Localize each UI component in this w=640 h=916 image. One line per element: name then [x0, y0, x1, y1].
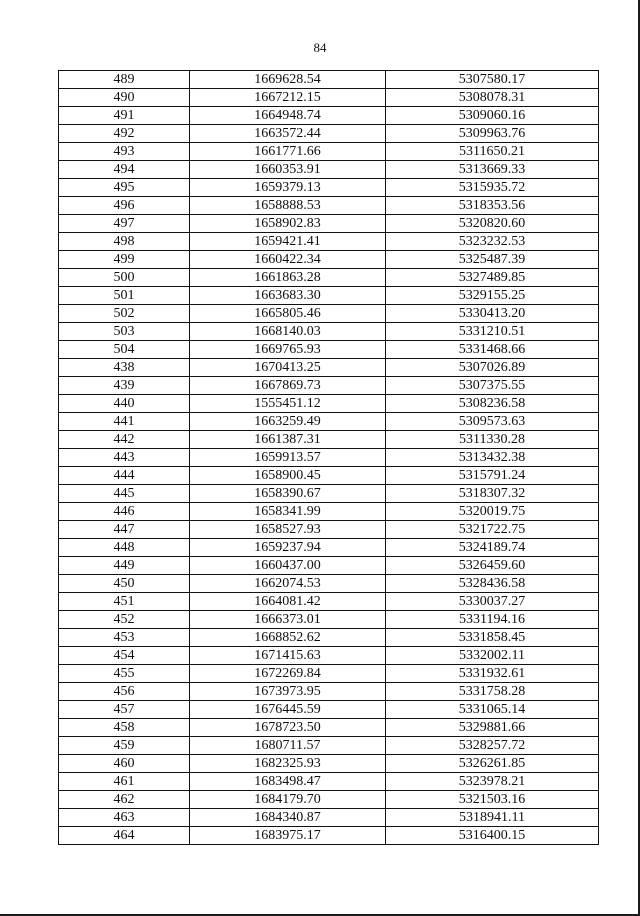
x-coordinate-cell: 1659913.57 [190, 449, 386, 467]
x-coordinate-cell: 1658900.45 [190, 467, 386, 485]
y-coordinate-cell: 5327489.85 [386, 269, 599, 287]
x-coordinate-cell: 1663259.49 [190, 413, 386, 431]
x-coordinate-cell: 1678723.50 [190, 719, 386, 737]
x-coordinate-cell: 1666373.01 [190, 611, 386, 629]
x-coordinate-cell: 1683975.17 [190, 827, 386, 845]
y-coordinate-cell: 5308236.58 [386, 395, 599, 413]
y-coordinate-cell: 5326459.60 [386, 557, 599, 575]
x-coordinate-cell: 1664948.74 [190, 107, 386, 125]
x-coordinate-cell: 1659379.13 [190, 179, 386, 197]
point-number-cell: 503 [59, 323, 190, 341]
table-row [59, 683, 599, 701]
table-row [59, 125, 599, 143]
point-number-cell: 494 [59, 161, 190, 179]
table-row [59, 413, 599, 431]
y-coordinate-cell: 5309963.76 [386, 125, 599, 143]
table-row [59, 467, 599, 485]
table-row [59, 485, 599, 503]
x-coordinate-cell: 1669628.54 [190, 71, 386, 89]
y-coordinate-cell: 5318353.56 [386, 197, 599, 215]
table-row [59, 197, 599, 215]
table-row [59, 377, 599, 395]
point-number-cell: 458 [59, 719, 190, 737]
y-coordinate-cell: 5320019.75 [386, 503, 599, 521]
x-coordinate-cell: 1683498.47 [190, 773, 386, 791]
x-coordinate-cell: 1684340.87 [190, 809, 386, 827]
y-coordinate-cell: 5331758.28 [386, 683, 599, 701]
x-coordinate-cell: 1658527.93 [190, 521, 386, 539]
coordinates-table-body [59, 71, 599, 845]
y-coordinate-cell: 5318941.11 [386, 809, 599, 827]
table-row [59, 719, 599, 737]
table-row [59, 305, 599, 323]
table-row [59, 773, 599, 791]
y-coordinate-cell: 5321503.16 [386, 791, 599, 809]
table-row [59, 539, 599, 557]
x-coordinate-cell: 1680711.57 [190, 737, 386, 755]
point-number-cell: 441 [59, 413, 190, 431]
x-coordinate-cell: 1664081.42 [190, 593, 386, 611]
page-number: 84 [313, 40, 327, 55]
point-number-cell: 457 [59, 701, 190, 719]
x-coordinate-cell: 1668852.62 [190, 629, 386, 647]
point-number-cell: 443 [59, 449, 190, 467]
table-row [59, 647, 599, 665]
y-coordinate-cell: 5318307.32 [386, 485, 599, 503]
y-coordinate-cell: 5328257.72 [386, 737, 599, 755]
table-row [59, 143, 599, 161]
point-number-cell: 463 [59, 809, 190, 827]
y-coordinate-cell: 5321722.75 [386, 521, 599, 539]
x-coordinate-cell: 1665805.46 [190, 305, 386, 323]
table-row [59, 161, 599, 179]
point-number-cell: 500 [59, 269, 190, 287]
point-number-cell: 464 [59, 827, 190, 845]
y-coordinate-cell: 5332002.11 [386, 647, 599, 665]
y-coordinate-cell: 5320820.60 [386, 215, 599, 233]
x-coordinate-cell: 1667869.73 [190, 377, 386, 395]
point-number-cell: 462 [59, 791, 190, 809]
y-coordinate-cell: 5307375.55 [386, 377, 599, 395]
point-number-cell: 450 [59, 575, 190, 593]
x-coordinate-cell: 1673973.95 [190, 683, 386, 701]
table-row [59, 557, 599, 575]
table-row [59, 737, 599, 755]
y-coordinate-cell: 5326261.85 [386, 755, 599, 773]
table-row [59, 665, 599, 683]
y-coordinate-cell: 5307580.17 [386, 71, 599, 89]
y-coordinate-cell: 5331932.61 [386, 665, 599, 683]
x-coordinate-cell: 1672269.84 [190, 665, 386, 683]
y-coordinate-cell: 5330413.20 [386, 305, 599, 323]
point-number-cell: 497 [59, 215, 190, 233]
point-number-cell: 456 [59, 683, 190, 701]
y-coordinate-cell: 5329155.25 [386, 287, 599, 305]
point-number-cell: 440 [59, 395, 190, 413]
point-number-cell: 490 [59, 89, 190, 107]
y-coordinate-cell: 5311650.21 [386, 143, 599, 161]
table-row [59, 629, 599, 647]
point-number-cell: 448 [59, 539, 190, 557]
y-coordinate-cell: 5331858.45 [386, 629, 599, 647]
x-coordinate-cell: 1660353.91 [190, 161, 386, 179]
point-number-cell: 442 [59, 431, 190, 449]
y-coordinate-cell: 5331065.14 [386, 701, 599, 719]
point-number-cell: 499 [59, 251, 190, 269]
x-coordinate-cell: 1668140.03 [190, 323, 386, 341]
x-coordinate-cell: 1555451.12 [190, 395, 386, 413]
x-coordinate-cell: 1670413.25 [190, 359, 386, 377]
x-coordinate-cell: 1676445.59 [190, 701, 386, 719]
table-row [59, 215, 599, 233]
y-coordinate-cell: 5323978.21 [386, 773, 599, 791]
y-coordinate-cell: 5308078.31 [386, 89, 599, 107]
point-number-cell: 444 [59, 467, 190, 485]
table-row [59, 179, 599, 197]
point-number-cell: 493 [59, 143, 190, 161]
y-coordinate-cell: 5324189.74 [386, 539, 599, 557]
table-row [59, 251, 599, 269]
x-coordinate-cell: 1662074.53 [190, 575, 386, 593]
x-coordinate-cell: 1658390.67 [190, 485, 386, 503]
x-coordinate-cell: 1671415.63 [190, 647, 386, 665]
x-coordinate-cell: 1663683.30 [190, 287, 386, 305]
point-number-cell: 491 [59, 107, 190, 125]
y-coordinate-cell: 5313432.38 [386, 449, 599, 467]
point-number-cell: 501 [59, 287, 190, 305]
y-coordinate-cell: 5316400.15 [386, 827, 599, 845]
table-row [59, 89, 599, 107]
table-row [59, 575, 599, 593]
y-coordinate-cell: 5331194.16 [386, 611, 599, 629]
point-number-cell: 461 [59, 773, 190, 791]
table-row [59, 827, 599, 845]
table-row [59, 395, 599, 413]
point-number-cell: 447 [59, 521, 190, 539]
point-number-cell: 439 [59, 377, 190, 395]
table-row [59, 359, 599, 377]
y-coordinate-cell: 5307026.89 [386, 359, 599, 377]
point-number-cell: 498 [59, 233, 190, 251]
table-row [59, 323, 599, 341]
point-number-cell: 449 [59, 557, 190, 575]
y-coordinate-cell: 5330037.27 [386, 593, 599, 611]
table-row [59, 287, 599, 305]
y-coordinate-cell: 5325487.39 [386, 251, 599, 269]
point-number-cell: 459 [59, 737, 190, 755]
table-row [59, 233, 599, 251]
y-coordinate-cell: 5313669.33 [386, 161, 599, 179]
point-number-cell: 489 [59, 71, 190, 89]
point-number-cell: 452 [59, 611, 190, 629]
table-row [59, 809, 599, 827]
table-row [59, 755, 599, 773]
point-number-cell: 453 [59, 629, 190, 647]
y-coordinate-cell: 5331468.66 [386, 341, 599, 359]
y-coordinate-cell: 5309573.63 [386, 413, 599, 431]
table-row [59, 593, 599, 611]
y-coordinate-cell: 5309060.16 [386, 107, 599, 125]
table-row [59, 449, 599, 467]
point-number-cell: 492 [59, 125, 190, 143]
table-row [59, 521, 599, 539]
table-row [59, 107, 599, 125]
point-number-cell: 495 [59, 179, 190, 197]
y-coordinate-cell: 5323232.53 [386, 233, 599, 251]
x-coordinate-cell: 1661771.66 [190, 143, 386, 161]
point-number-cell: 438 [59, 359, 190, 377]
x-coordinate-cell: 1684179.70 [190, 791, 386, 809]
y-coordinate-cell: 5329881.66 [386, 719, 599, 737]
x-coordinate-cell: 1663572.44 [190, 125, 386, 143]
table-row [59, 791, 599, 809]
table-row [59, 503, 599, 521]
table-row [59, 269, 599, 287]
x-coordinate-cell: 1658888.53 [190, 197, 386, 215]
x-coordinate-cell: 1667212.15 [190, 89, 386, 107]
point-number-cell: 445 [59, 485, 190, 503]
x-coordinate-cell: 1669765.93 [190, 341, 386, 359]
y-coordinate-cell: 5315935.72 [386, 179, 599, 197]
table-row [59, 71, 599, 89]
y-coordinate-cell: 5331210.51 [386, 323, 599, 341]
y-coordinate-cell: 5315791.24 [386, 467, 599, 485]
x-coordinate-cell: 1658341.99 [190, 503, 386, 521]
point-number-cell: 451 [59, 593, 190, 611]
point-number-cell: 502 [59, 305, 190, 323]
point-number-cell: 455 [59, 665, 190, 683]
x-coordinate-cell: 1660437.00 [190, 557, 386, 575]
table-row [59, 431, 599, 449]
x-coordinate-cell: 1661863.28 [190, 269, 386, 287]
x-coordinate-cell: 1661387.31 [190, 431, 386, 449]
point-number-cell: 496 [59, 197, 190, 215]
point-number-cell: 460 [59, 755, 190, 773]
x-coordinate-cell: 1660422.34 [190, 251, 386, 269]
table-row [59, 341, 599, 359]
coordinates-table [58, 70, 599, 845]
y-coordinate-cell: 5311330.28 [386, 431, 599, 449]
point-number-cell: 504 [59, 341, 190, 359]
table-row [59, 611, 599, 629]
x-coordinate-cell: 1682325.93 [190, 755, 386, 773]
x-coordinate-cell: 1658902.83 [190, 215, 386, 233]
x-coordinate-cell: 1659421.41 [190, 233, 386, 251]
point-number-cell: 446 [59, 503, 190, 521]
table-row [59, 701, 599, 719]
y-coordinate-cell: 5328436.58 [386, 575, 599, 593]
point-number-cell: 454 [59, 647, 190, 665]
x-coordinate-cell: 1659237.94 [190, 539, 386, 557]
